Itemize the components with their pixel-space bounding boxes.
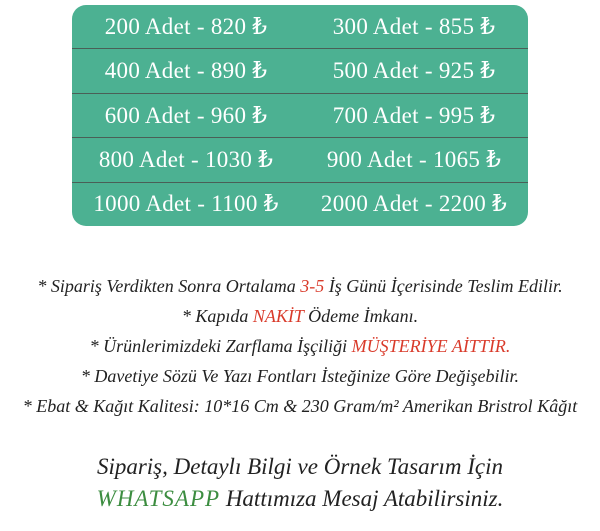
note-highlight: 3-5 xyxy=(300,276,325,296)
price-cell-left: 1000 Adet - 1100 ₺ xyxy=(93,191,279,217)
whatsapp-label: WHATSAPP xyxy=(96,486,221,511)
price-cell-left: 800 Adet - 1030 ₺ xyxy=(98,146,274,172)
price-cell-right: 2000 Adet - 2200 ₺ xyxy=(320,191,508,217)
price-row xyxy=(72,48,528,92)
price-cell-right: 300 Adet - 855 ₺ xyxy=(332,13,496,39)
price-row xyxy=(72,182,528,226)
note-line xyxy=(0,391,600,421)
price-cell-left: 200 Adet - 820 ₺ xyxy=(104,13,268,39)
price-row xyxy=(72,93,528,137)
whatsapp-cta xyxy=(0,451,600,515)
price-cell-right: 700 Adet - 995 ₺ xyxy=(332,102,496,128)
price-cell-right: 500 Adet - 925 ₺ xyxy=(332,58,496,84)
note-text-pre: * Kapıda xyxy=(181,306,253,326)
note-line xyxy=(0,361,600,391)
price-table xyxy=(72,5,528,226)
note-highlight: NAKİT xyxy=(252,306,304,326)
price-cell-right: 900 Adet - 1065 ₺ xyxy=(326,146,502,172)
note-text-pre: * Ürünlerimizdeki Zarflama İşçiliği xyxy=(89,336,352,356)
price-row xyxy=(72,5,528,48)
note-text-pre: * Davetiye Sözü Ve Yazı Fontları İsteğinize Göre Değişebilir. xyxy=(80,366,520,386)
note-line xyxy=(0,271,600,301)
note-highlight: MÜŞTERİYE AİTTİR. xyxy=(351,336,511,356)
cta-line1: Sipariş, Detaylı Bilgi ve Örnek Tasarım İçin xyxy=(96,454,504,479)
note-line xyxy=(0,301,600,331)
cta-line2 xyxy=(0,483,600,515)
cta-line2-rest: Hattımıza Mesaj Atabilirsiniz. xyxy=(220,486,504,511)
notes-section xyxy=(0,271,600,421)
note-line xyxy=(0,331,600,361)
price-row xyxy=(72,137,528,181)
note-text-post: Ödeme İmkanı. xyxy=(303,306,419,326)
price-cell-left: 400 Adet - 890 ₺ xyxy=(104,58,268,84)
note-text-pre: * Ebat & Kağıt Kalitesi: 10*16 Cm & 230 Gram/m² Amerikan Bristrol Kâğıt xyxy=(22,396,578,416)
note-text-pre: * Sipariş Verdikten Sonra Ortalama xyxy=(37,276,301,296)
note-text-post: İş Günü İçerisinde Teslim Edilir. xyxy=(324,276,563,296)
price-cell-left: 600 Adet - 960 ₺ xyxy=(104,102,268,128)
